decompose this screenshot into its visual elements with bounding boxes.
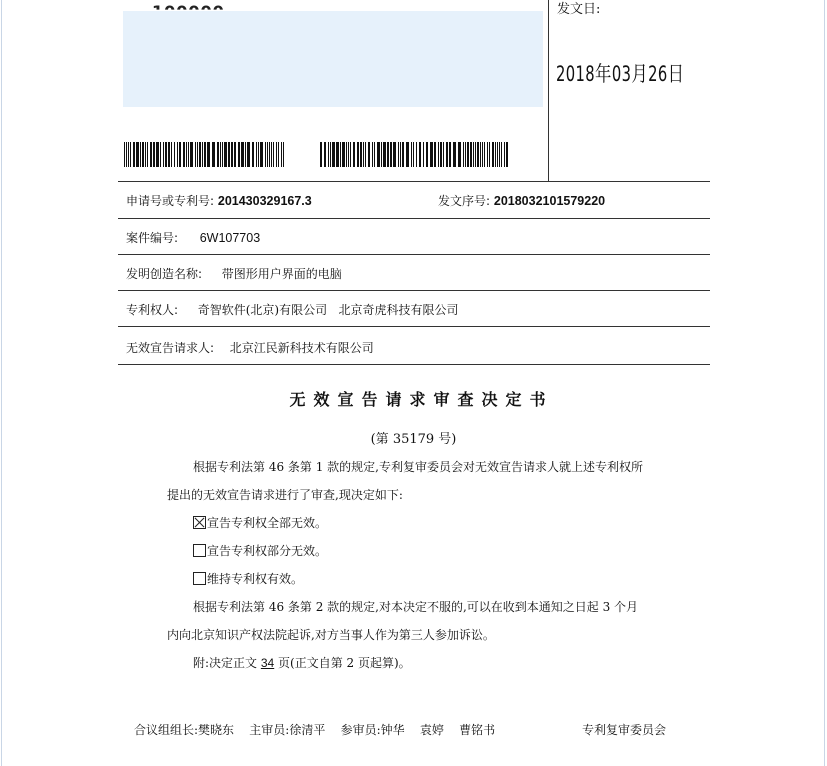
decision-number: (第 35179 号) <box>370 432 457 447</box>
table-line <box>118 290 710 291</box>
attachment-note <box>193 654 411 671</box>
paragraph-1-line-2: 提出的无效宣告请求进行了审查,现决定如下: <box>167 488 403 502</box>
option-label: 宣告专利权全部无效。 <box>207 516 328 530</box>
document-serial-label: 发文序号: <box>438 194 491 208</box>
attachment-suffix: 页(正文自第 2 页起算)。 <box>274 656 411 670</box>
barcode-left <box>124 142 285 167</box>
application-number-label: 申请号或专利号: <box>126 194 215 208</box>
barcode-right <box>320 142 510 167</box>
issue-date-label: 发文日: <box>557 2 601 17</box>
option-full-invalid <box>193 514 327 531</box>
option-label: 维持专利权有效。 <box>207 572 304 586</box>
requester-label: 无效宣告请求人: <box>126 341 215 355</box>
application-number-row <box>126 192 312 209</box>
table-line <box>118 254 710 255</box>
case-number-label: 案件编号: <box>126 231 179 245</box>
paragraph-2-line-2: 内向北京知识产权法院起诉,对方当事人作为第三人参加诉讼。 <box>167 628 495 642</box>
requester: 北京江民新科技术有限公司 <box>229 341 374 355</box>
table-line <box>118 218 710 219</box>
option-label: 宣告专利权部分无效。 <box>207 544 328 558</box>
invention-name-row <box>126 265 342 282</box>
redaction-block <box>123 11 543 107</box>
unchecked-box-icon <box>193 572 206 585</box>
page-border-right <box>824 0 825 766</box>
paragraph-2-line-1: 根据专利法第 46 条第 2 款的规定,对本决定不服的,可以在收到本通知之日起 3 个月 <box>193 600 639 614</box>
table-line <box>118 181 710 182</box>
option-maintain-valid <box>193 570 303 587</box>
page-border-left <box>1 0 2 766</box>
invention-name-label: 发明创造名称: <box>126 267 203 281</box>
requester-row <box>126 339 374 356</box>
application-number: 201430329167.3 <box>217 194 312 208</box>
patentee-row <box>126 301 459 318</box>
document-serial: 2018032101579220 <box>493 194 606 208</box>
issue-date: 2018年03月26日 <box>556 62 685 86</box>
unchecked-box-icon <box>193 544 206 557</box>
document-title: 无效宣告请求审查决定书 <box>289 390 554 409</box>
case-number-row <box>126 229 260 246</box>
patentee: 奇智软件(北京)有限公司 北京奇虎科技有限公司 <box>197 303 459 317</box>
attachment-page-count: 34 <box>260 656 275 670</box>
table-line <box>118 364 710 365</box>
panel-members: 合议组组长:樊晓东 主审员:徐清平 参审员:钟华 袁婷 曹铭书 <box>134 723 496 737</box>
case-number: 6W107703 <box>199 231 261 245</box>
header-divider <box>548 0 549 182</box>
attachment-prefix: 附:决定正文 <box>193 656 261 670</box>
invention-name: 带图形用户界面的电脑 <box>221 267 342 281</box>
table-line <box>118 326 710 327</box>
document-serial-row <box>438 192 605 209</box>
checked-box-icon <box>193 516 206 529</box>
paragraph-1-line-1: 根据专利法第 46 条第 1 款的规定,专利复审委员会对无效宣告请求人就上述专利权所 <box>193 460 643 474</box>
option-partial-invalid <box>193 542 327 559</box>
patentee-label: 专利权人: <box>126 303 179 317</box>
review-board-name: 专利复审委员会 <box>582 723 667 737</box>
